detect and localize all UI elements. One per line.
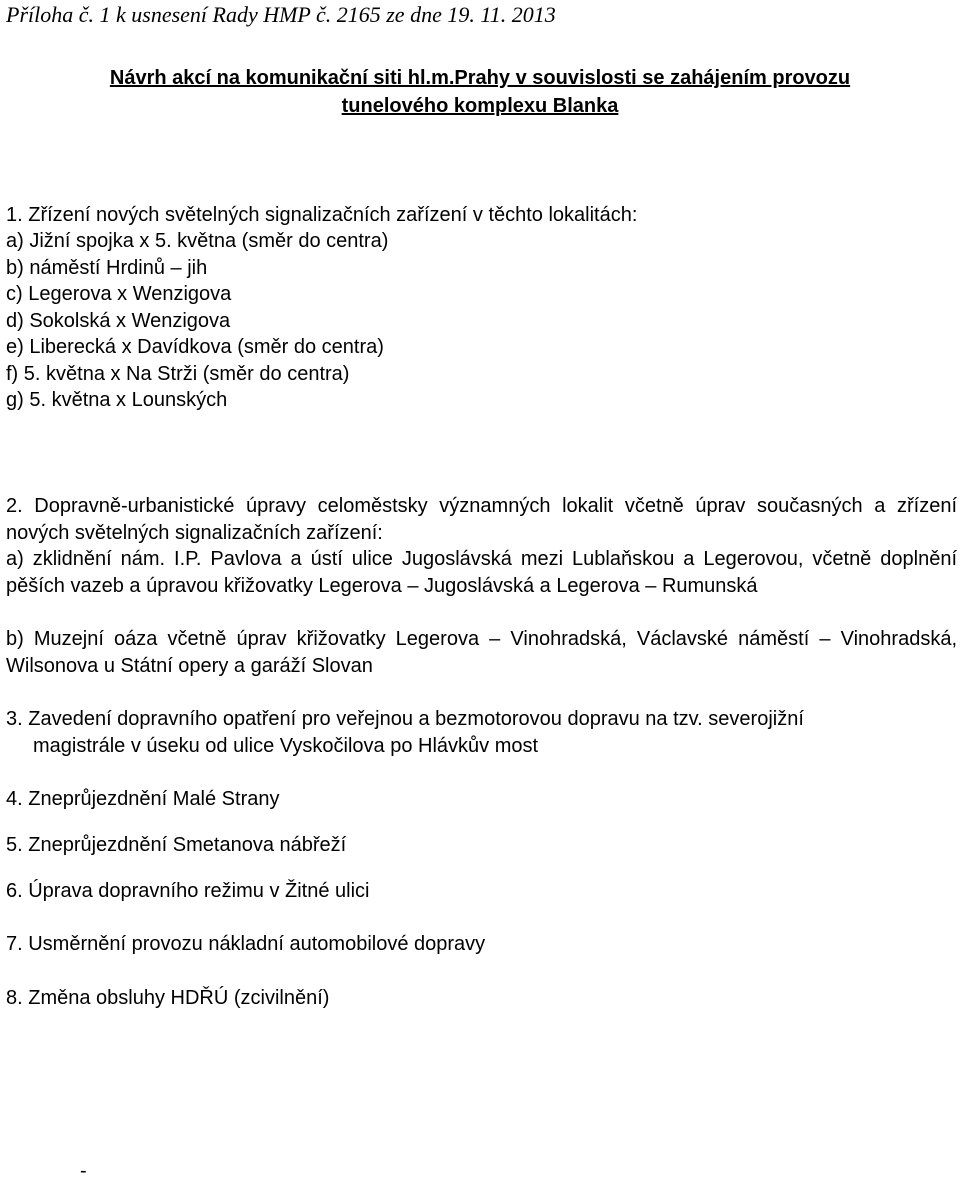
section-2-item-a <box>6 546 957 599</box>
resolution-reference: Příloha č. 1 k usnesení Rady HMP č. 2165 ze dne 19. 11. 2013 <box>6 2 556 27</box>
section-1-item: a) Jižní spojka x 5. května (směr do centra) <box>6 230 389 252</box>
section-3-line-1: 3. Zavedení dopravního opatření pro veřejnou a bezmotorovou dopravu na tzv. severojižní <box>6 708 804 730</box>
section-1-item: g) 5. května x Lounských <box>6 389 228 411</box>
section-1-item: b) náměstí Hrdinů – jih <box>6 257 208 279</box>
section-4: 4. Zneprůjezdnění Malé Strany <box>6 788 280 810</box>
section-1-heading: 1. Zřízení nových světelných signalizačních zařízení v těchto lokalitách: <box>6 204 638 226</box>
section-5: 5. Zneprůjezdnění Smetanova nábřeží <box>6 834 347 856</box>
section-1-item: f) 5. května x Na Strži (směr do centra) <box>6 363 350 385</box>
section-6: 6. Úprava dopravního režimu v Žitné ulici <box>6 880 370 902</box>
section-2-item-a-text: Pavlova a ústí ulice Jugoslávská mezi Lublaňskou a Legerovou, včetně doplnění pěších vazeb a úpravou křižovatky Legerova – Jugoslávská a Legerova – Rumunská <box>6 548 957 597</box>
section-3-line-2: magistrále v úseku od ulice Vyskočilova po Hlávkův most <box>33 734 539 757</box>
section-1-item: d) Sokolská x Wenzigova <box>6 310 231 332</box>
document-title-line-1: Návrh akcí na komunikační siti hl.m.Prahy v souvislosti se zahájením provozu <box>109 67 851 89</box>
section-2-item-b: b) Muzejní oáza včetně úprav křižovatky Legerova – Vinohradská, Václavské náměstí – Vinohradská, Wilsonova u Státní opery a garáží Slovan <box>6 628 957 677</box>
trailing-dash: - <box>80 1160 87 1182</box>
section-1-item: e) Liberecká x Davídkova (směr do centra) <box>6 336 384 358</box>
section-2-heading: 2. Dopravně-urbanistické úpravy celoměstsky významných lokalit včetně úprav současných a zřízení nových světelných signalizačních zařízení: <box>6 495 957 544</box>
section-1-item: c) Legerova x Wenzigova <box>6 283 232 305</box>
section-2-item-a-intro: a) zklidnění nám. I.P. <box>6 548 202 570</box>
section-7: 7. Usměrnění provozu nákladní automobilové dopravy <box>6 933 486 955</box>
document-title-line-2: tunelového komplexu Blanka <box>341 95 619 117</box>
section-3 <box>6 706 957 759</box>
section-8: 8. Změna obsluhy HDŘÚ (zcivilnění) <box>6 987 330 1009</box>
